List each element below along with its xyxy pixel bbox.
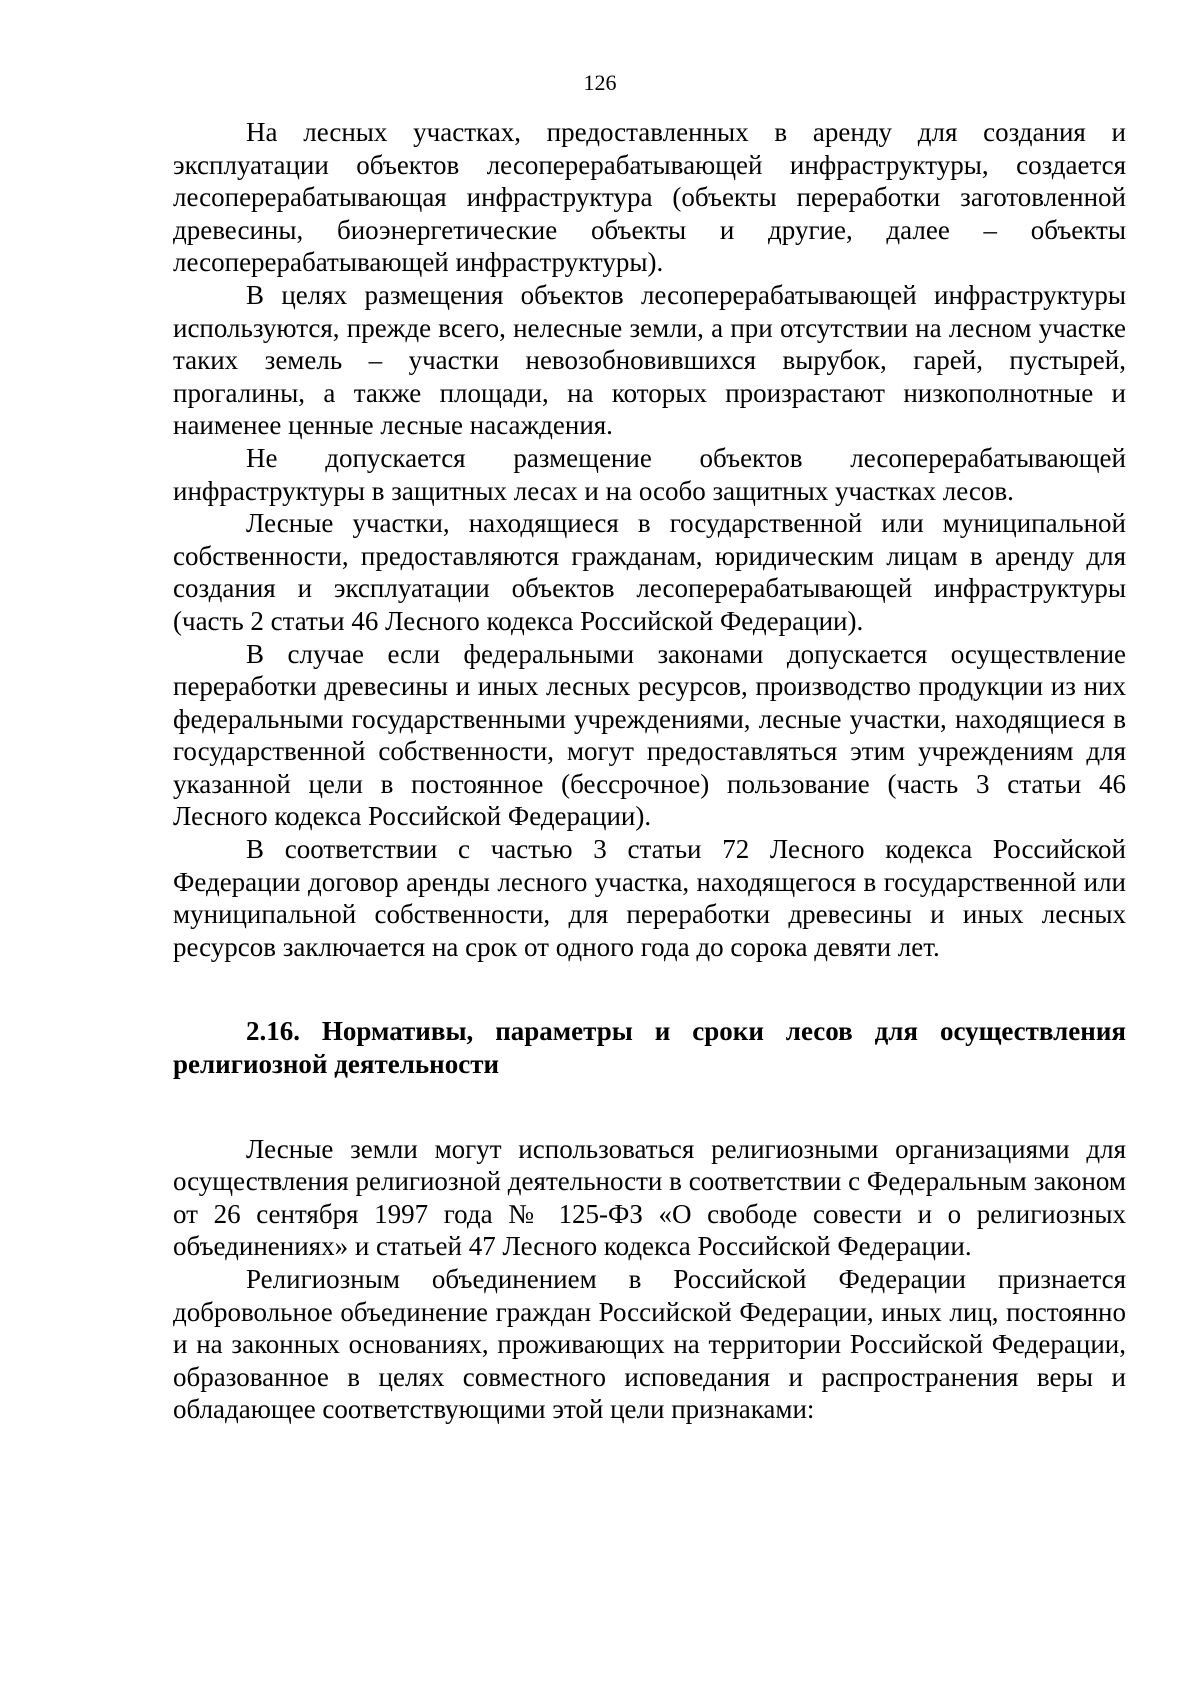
paragraph: Лесные земли могут использоваться религиозными организациями для осуществления религиозной деятельности в соответствии с Федеральным законом от 26 сентября 1997 года № 125-ФЗ «О свободе совести и о религиозных объединениях» и статьей 47 Лесного кодекса Российской Федерации. <box>173 1133 1126 1262</box>
paragraph: Лесные участки, находящиеся в государственной или муниципальной собственности, предоставляются гражданам, юридическим лицам в аренду для создания и эксплуатации объектов лесоперерабатывающей инфраструктуры (часть 2 статьи 46 Лесного кодекса Российской Федерации). <box>173 508 1126 636</box>
paragraph: Не допускается размещение объектов лесоперерабатывающей инфраструктуры в защитных лесах и на особо защитных участках лесов. <box>173 442 1126 506</box>
section-heading: 2.16. Нормативы, параметры и сроки лесов для осуществления религиозной деятельности <box>173 1016 1126 1080</box>
page-number: 126 <box>583 70 617 95</box>
paragraph: Религиозным объединением в Российской Федерации признается добровольное объединение граждан Российской Федерации, иных лиц, постоянно и на законных основаниях, проживающих на территории Российской Федерации, образованное в целях совместного исповедания и распространения веры и обладающее соответствующими этой цели признаками: <box>173 1264 1126 1425</box>
paragraph: В случае если федеральными законами допускается осуществление переработки древесины и иных лесных ресурсов, производство продукции из них федеральными государственными учреждениями, лесные участки, находящиеся в государственной собственности, могут предоставляться этим учреждениям для указанной цели в постоянное (бессрочное) пользование (часть 3 статьи 46 Лесного кодекса Российской Федерации). <box>173 638 1126 832</box>
paragraph: В целях размещения объектов лесоперерабатывающей инфраструктуры используются, прежде всего, нелесные земли, а при отсутствии на лесном участке таких земель – участки невозобновившихся вырубок, гарей, пустырей, прогалины, а также площади, на которых произрастают низкополнотные и наименее ценные лесные насаждения. <box>173 279 1126 441</box>
paragraph: На лесных участках, предоставленных в аренду для создания и эксплуатации объектов лесоперерабатывающей инфраструктуры, создается лесоперерабатывающая инфраструктура (объекты переработки заготовленной древесины, биоэнергетические объекты и другие, далее – объекты лесоперерабатывающей инфраструктуры). <box>173 117 1126 278</box>
page-body <box>173 116 1126 1426</box>
paragraph: В соответствии с частью 3 статьи 72 Лесного кодекса Российской Федерации договор аренды лесного участка, находящегося в государственной или муниципальной собственности, для переработки древесины и иных лесных ресурсов заключается на срок от одного года до сорока девяти лет. <box>173 834 1126 962</box>
